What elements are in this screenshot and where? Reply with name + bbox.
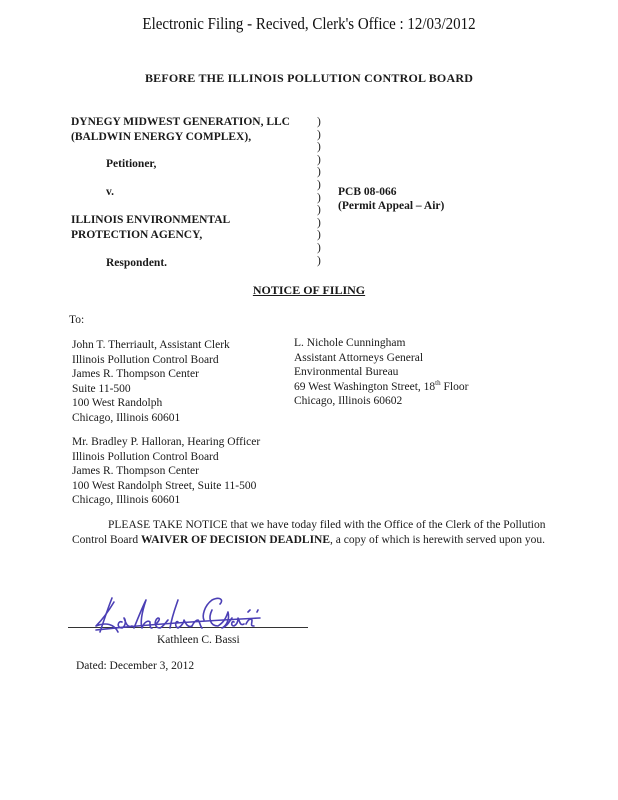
recipient-line: Illinois Pollution Control Board [72,353,219,366]
ordinal-suffix: th [435,378,441,387]
recipient-line: 100 West Randolph [72,397,163,410]
notice-title: NOTICE OF FILING [252,283,366,297]
recipient-line: L. Nichole Cunningham [294,337,406,349]
recipient-line: Chicago, Illinois 60601 [72,494,181,507]
recipient-line: Illinois Pollution Control Board [72,450,219,463]
respondent-name-line2: PROTECTION AGENCY, [71,229,203,241]
recipient-line: James R. Thompson Center [72,368,199,381]
recipient-attorney-block [294,336,468,409]
recipient-line: Chicago, Illinois 60601 [72,411,181,424]
petitioner-name-line1: DYNEGY MIDWEST GENERATION, LLC [71,116,290,128]
recipient-line: 100 West Randolph Street, Suite 11-500 [72,479,257,492]
notice-text-end: , a copy of which is herewith served upon you. [330,534,545,546]
paren: ) [317,241,321,254]
versus: v. [106,186,114,198]
paren: ) [317,141,321,154]
paren: ) [317,153,321,166]
recipient-clerk-block [72,338,230,426]
notice-text-start: PLEASE TAKE NOTICE that we have today filed with the Office of the Clerk of the Pollution Control Board [72,519,546,546]
recipient-line: Mr. Bradley P. Halloran, Hearing Officer [72,436,261,448]
street-number: 69 West Washington Street, 18 [294,380,436,393]
respondent-role: Respondent. [106,257,168,269]
paren: ) [317,116,321,128]
case-type: (Permit Appeal – Air) [338,200,445,212]
recipient-line: Assistant Attorneys General [294,351,424,364]
to-label: To: [69,314,85,326]
paren: ) [317,128,321,141]
handwritten-signature [92,592,262,638]
paren: ) [317,204,321,217]
recipient-line: Chicago, Illinois 60602 [294,395,403,408]
recipient-line: John T. Therriault, Assistant Clerk [72,339,230,351]
paren: ) [317,166,321,179]
recipient-line: Environmental Bureau [294,366,399,379]
paren: ) [317,216,321,229]
petitioner-name-line2: (BALDWIN ENERGY COMPLEX), [71,131,252,143]
paren: ) [317,254,321,267]
date-line: Dated: December 3, 2012 [76,660,195,672]
board-title: BEFORE THE ILLINOIS POLLUTION CONTROL BOARD [144,71,474,85]
paren: ) [317,229,321,242]
document-title: WAIVER OF DECISION DEADLINE [141,534,331,546]
respondent-name-line1: ILLINOIS ENVIRONMENTAL [71,214,231,226]
recipient-line: James R. Thompson Center [72,465,199,478]
case-number: PCB 08-066 [338,186,397,198]
recipient-address-line [294,380,468,395]
recipient-hearing-officer-block [72,435,260,508]
floor-word: Floor [440,380,469,393]
paren: ) [317,191,321,204]
recipient-line: Suite 11-500 [72,382,131,395]
notice-body [72,518,552,548]
paren: ) [317,178,321,191]
petitioner-role: Petitioner, [106,158,157,170]
electronic-filing-stamp: Electronic Filing - Recived, Clerk's Office : 12/03/2012 [142,14,476,33]
caption-parentheses [317,116,327,267]
signatory-name: Kathleen C. Bassi [157,634,240,646]
